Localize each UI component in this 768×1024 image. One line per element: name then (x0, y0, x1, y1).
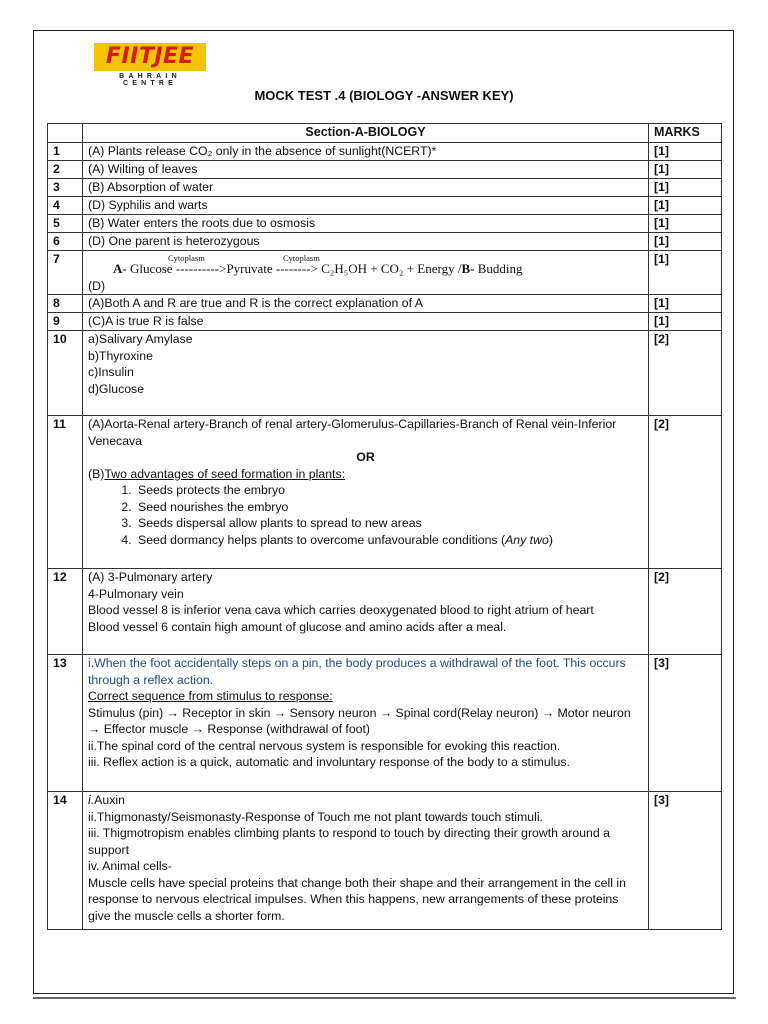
table-row: 3 (B) Absorption of water [1] (48, 179, 722, 197)
table-row: 1 (A) Plants release CO₂ only in the absence of sunlight(NCERT)* [1] (48, 143, 722, 161)
table-row: 6 (D) One parent is heterozygous [1] (48, 233, 722, 251)
or-label: OR (356, 450, 375, 464)
logo-centre: BAHRAIN CENTRE (119, 73, 181, 87)
answer-key-table (47, 123, 722, 930)
table-row: 4 (D) Syphilis and warts [1] (48, 197, 722, 215)
table-row: 2 (A) Wilting of leaves [1] (48, 161, 722, 179)
cytoplasm-label: Cytoplasm (168, 253, 205, 263)
table-row: 12 (A) 3-Pulmonary artery 4-Pulmonary vein Blood vessel 8 is inferior vena cava which carries deoxygenated blood to right atrium of heart Blood vessel 6 contain high amount of glucose and amino acids after a meal. [2] (48, 569, 722, 655)
equation-cell: Cytoplasm Cytoplasm A- Glucose ---------->Pyruvate --------> C₂H₅OH + CO₂ + Energy /B- Budding (D) (83, 251, 649, 295)
table-row: 9 (C)A is true R is false [1] (48, 313, 722, 331)
footer-rule (33, 997, 736, 999)
table-row: 11 (A)Aorta-Renal artery-Branch of renal artery-Glomerulus-Capillaries-Branch of Renal vein-Inferior Venecava OR (B)Two advantages of seed formation in plants: 1. Seeds protects the embryo 2. Seed nourishes the embryo 3. Seeds dispersal allow plants to spread to new areas 4. Seed dormancy helps plants to overcome unfavourable conditions (Any two) [2] (48, 416, 722, 569)
table-row: 14 i.Auxin ii.Thigmonasty/Seismonasty-Response of Touch me not plant towards touch stimuli. iii. Thigmotropism enables climbing plants to respond to touch by directing their growth around a support iv. Animal cells- Muscle cells have special proteins that change both their shape and their arrangement in the cell in response to nervous electrical impulses. When this happens, new arrangements of these proteins give the muscle cells a shorter form. [3] (48, 792, 722, 930)
table-row: 10 a)Salivary Amylase b)Thyroxine c)Insulin d)Glucose [2] (48, 331, 722, 416)
table-row: 8 (A)Both A and R are true and R is the correct explanation of A [1] (48, 295, 722, 313)
table-row: 7 Cytoplasm Cytoplasm A- Glucose ---------->Pyruvate --------> C₂H₅OH + CO₂ + Energy /B- Budding (D) [1] (48, 251, 722, 295)
page-title: MOCK TEST .4 (BIOLOGY -ANSWER KEY) (254, 88, 514, 103)
section-header: Section-A-BIOLOGY (83, 124, 649, 143)
marks-header: MARKS (649, 124, 722, 143)
table-row: 5 (B) Water enters the roots due to osmosis [1] (48, 215, 722, 233)
fermentation-equation: A- Glucose ---------->Pyruvate --------> C₂H₅OH + CO₂ + Energy /B- Budding (113, 261, 523, 276)
table-row: 13 i.When the foot accidentally steps on a pin, the body produces a withdrawal of the foot. This occurs through a reflex action. Correct sequence from stimulus to response: Stimulus (pin) → Receptor in skin → Sensory neuron → Spinal cord(Relay neuron) → Motor neuron → Effector muscle → Response (withdrawal of foot) ii.The spinal cord of the central nervous system is responsible for evoking this reaction. iii. Reflex action is a quick, automatic and involuntary response of the body to a stimulus. [3] (48, 655, 722, 792)
num-header (48, 124, 83, 143)
table-header-row (48, 124, 722, 143)
seed-advantages-list: 1. Seeds protects the embryo 2. Seed nourishes the embryo 3. Seeds dispersal allow plants to spread to new areas 4. Seed dormancy helps plants to overcome unfavourable conditions (Any two) (88, 482, 643, 548)
fiitjee-logo: FIITJEE BAHRAIN CENTRE (94, 43, 206, 87)
cytoplasm-label: Cytoplasm (283, 253, 320, 263)
